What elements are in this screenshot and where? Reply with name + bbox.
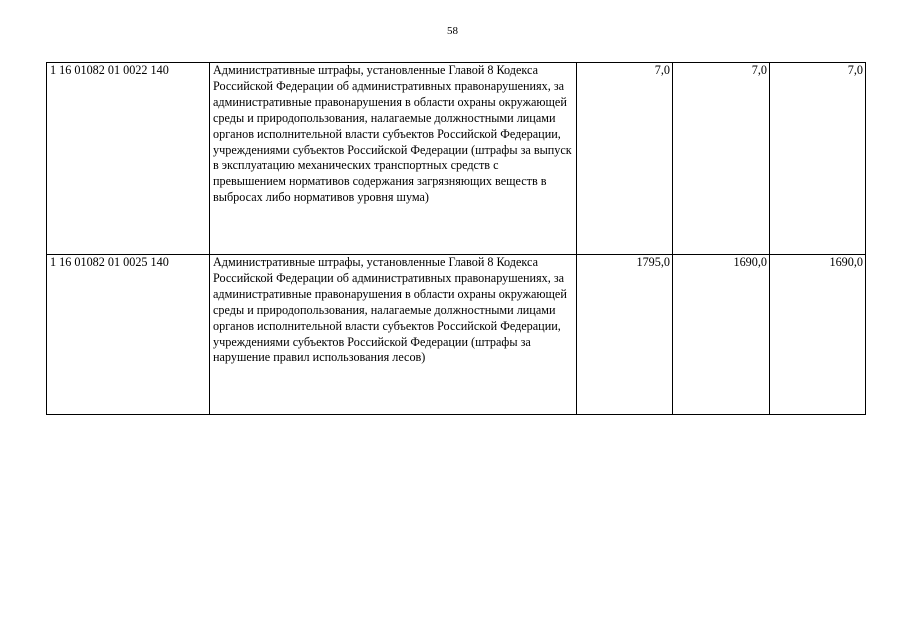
value-cell-2: 1690,0 [673, 255, 770, 415]
description-cell: Административные штрафы, установленные Главой 8 Кодекса Российской Федерации об административных правонарушениях, за административные правонарушения в области охраны окружающей среды и природопользования, налагаемые должностными лицами органов исполнительной власти субъектов Российской Федерации, учреждениями субъектов Российской Федерации (штрафы за нарушение правил использования лесов) [210, 255, 577, 415]
value-cell-3: 7,0 [770, 63, 866, 255]
value-cell-1: 7,0 [577, 63, 673, 255]
budget-code-cell: 1 16 01082 01 0025 140 [47, 255, 210, 415]
budget-code-cell: 1 16 01082 01 0022 140 [47, 63, 210, 255]
value-cell-1: 1795,0 [577, 255, 673, 415]
table-row [47, 63, 866, 255]
description-cell: Административные штрафы, установленные Главой 8 Кодекса Российской Федерации об административных правонарушениях, за административные правонарушения в области охраны окружающей среды и природопользования, налагаемые должностными лицами органов исполнительной власти субъектов Российской Федерации, учреждениями субъектов Российской Федерации (штрафы за выпуск в эксплуатацию механических транспортных средств с превышением нормативов содержания загрязняющих веществ в выбросах либо нормативов уровня шума) [210, 63, 577, 255]
table-row [47, 255, 866, 415]
page-number: 58 [447, 25, 458, 37]
value-cell-2: 7,0 [673, 63, 770, 255]
value-cell-3: 1690,0 [770, 255, 866, 415]
budget-table [46, 62, 866, 415]
